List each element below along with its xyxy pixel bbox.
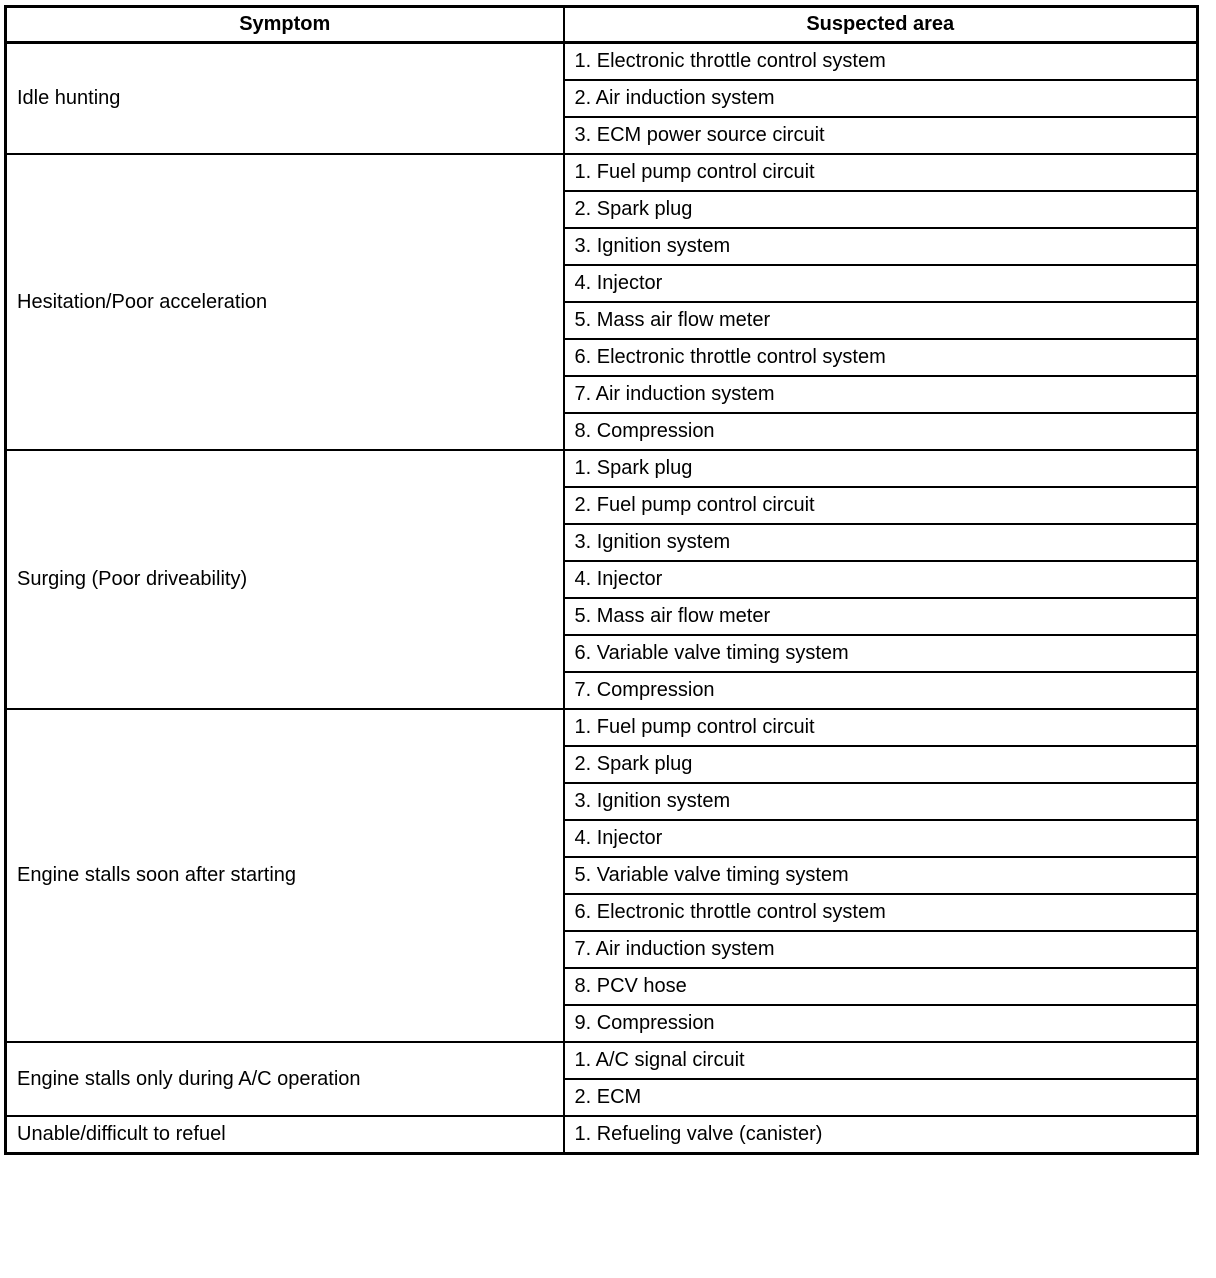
suspected-area-cell: 2. ECM — [564, 1079, 1198, 1116]
symptom-cell: Hesitation/Poor acceleration — [6, 154, 564, 450]
symptom-cell: Unable/difficult to refuel — [6, 1116, 564, 1154]
suspected-area-cell: 1. Refueling valve (canister) — [564, 1116, 1198, 1154]
suspected-area-cell: 2. Fuel pump control circuit — [564, 487, 1198, 524]
suspected-area-cell: 6. Electronic throttle control system — [564, 894, 1198, 931]
table-row — [6, 450, 1198, 487]
suspected-area-cell: 1. A/C signal circuit — [564, 1042, 1198, 1079]
suspected-area-cell: 7. Compression — [564, 672, 1198, 709]
table-header — [6, 7, 1198, 43]
table-row — [6, 709, 1198, 746]
suspected-area-cell: 1. Fuel pump control circuit — [564, 154, 1198, 191]
suspected-area-cell: 3. ECM power source circuit — [564, 117, 1198, 154]
suspected-area-cell: 3. Ignition system — [564, 783, 1198, 820]
table-row — [6, 43, 1198, 81]
suspected-area-cell: 3. Ignition system — [564, 228, 1198, 265]
suspected-area-cell: 4. Injector — [564, 820, 1198, 857]
suspected-area-cell: 4. Injector — [564, 265, 1198, 302]
symptom-cell: Engine stalls only during A/C operation — [6, 1042, 564, 1116]
symptom-table — [4, 5, 1199, 1155]
suspected-area-cell: 5. Variable valve timing system — [564, 857, 1198, 894]
suspected-area-cell: 1. Spark plug — [564, 450, 1198, 487]
suspected-area-cell: 7. Air induction system — [564, 376, 1198, 413]
suspected-area-cell: 5. Mass air flow meter — [564, 302, 1198, 339]
table-row — [6, 1042, 1198, 1079]
suspected-area-cell: 9. Compression — [564, 1005, 1198, 1042]
table-row — [6, 154, 1198, 191]
suspected-area-cell: 1. Electronic throttle control system — [564, 43, 1198, 81]
suspected-area-cell: 2. Spark plug — [564, 191, 1198, 228]
header-symptom: Symptom — [6, 7, 564, 43]
suspected-area-cell: 2. Air induction system — [564, 80, 1198, 117]
suspected-area-cell: 6. Variable valve timing system — [564, 635, 1198, 672]
symptom-cell: Idle hunting — [6, 43, 564, 155]
table-body — [6, 43, 1198, 1154]
suspected-area-cell: 1. Fuel pump control circuit — [564, 709, 1198, 746]
symptom-cell: Surging (Poor driveability) — [6, 450, 564, 709]
table-row — [6, 1116, 1198, 1154]
suspected-area-cell: 3. Ignition system — [564, 524, 1198, 561]
header-suspected-area: Suspected area — [564, 7, 1198, 43]
suspected-area-cell: 8. Compression — [564, 413, 1198, 450]
suspected-area-cell: 6. Electronic throttle control system — [564, 339, 1198, 376]
header-row — [6, 7, 1198, 43]
suspected-area-cell: 5. Mass air flow meter — [564, 598, 1198, 635]
suspected-area-cell: 4. Injector — [564, 561, 1198, 598]
symptom-cell: Engine stalls soon after starting — [6, 709, 564, 1042]
suspected-area-cell: 8. PCV hose — [564, 968, 1198, 1005]
suspected-area-cell: 7. Air induction system — [564, 931, 1198, 968]
suspected-area-cell: 2. Spark plug — [564, 746, 1198, 783]
